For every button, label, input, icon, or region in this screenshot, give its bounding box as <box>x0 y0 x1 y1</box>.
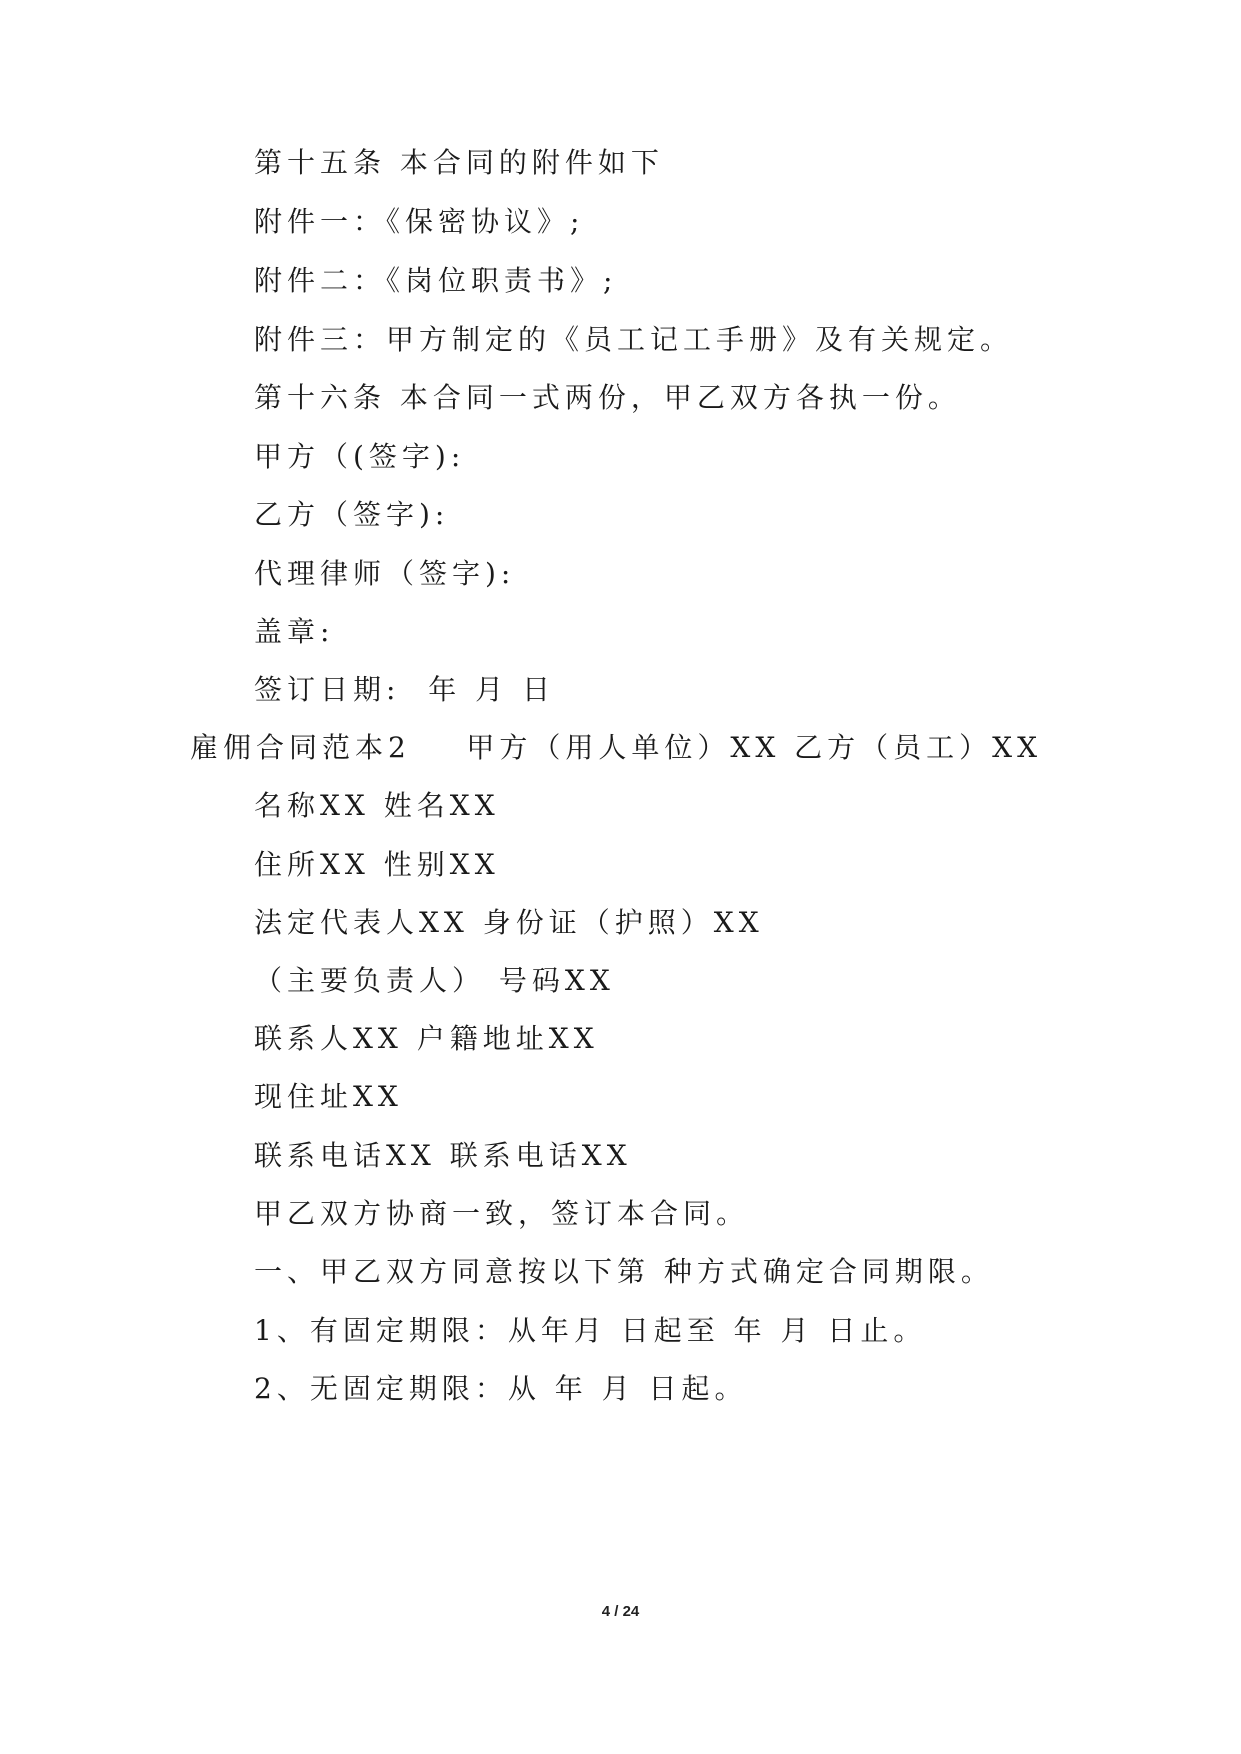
phone-line: 联系电话XX 联系电话XX <box>254 1139 632 1172</box>
attachment-2-line: 附件二：《岗位职责书》; <box>254 264 618 297</box>
name-line: 名称XX 姓名XX <box>254 789 500 822</box>
article-16-line: 第十六条 本合同一式两份，甲乙双方各执一份。 <box>254 381 961 414</box>
principal-number-line: （主要负责人） 号码XX <box>254 964 615 997</box>
current-address-line: 现住址XX <box>254 1080 403 1113</box>
fixed-term-line: 1、有固定期限：从年月 日起至 年 月 日止。 <box>254 1314 927 1347</box>
lawyer-signature-line: 代理律师（签字): <box>254 557 516 590</box>
party-b-signature-line: 乙方（签字): <box>254 498 450 531</box>
article-15-heading: 第十五条 本合同的附件如下 <box>254 146 664 179</box>
signing-date-line: 签订日期: 年 月 日 <box>254 673 556 706</box>
attachment-3-line: 附件三：甲方制定的《员工记工手册》及有关规定。 <box>254 323 1014 356</box>
address-gender-line: 住所XX 性别XX <box>254 848 500 881</box>
legal-rep-id-line: 法定代表人XX 身份证（护照）XX <box>254 906 764 939</box>
agreement-line: 甲乙双方协商一致，签订本合同。 <box>254 1197 750 1230</box>
contract-template-2-heading: 雇佣合同范本2 甲方（用人单位）XX 乙方（员工）XX <box>190 731 1043 764</box>
seal-line: 盖章: <box>254 615 335 648</box>
page-number: 4 / 24 <box>601 1603 640 1620</box>
contact-residence-line: 联系人XX 户籍地址XX <box>254 1022 599 1055</box>
attachment-1-line: 附件一：《保密协议》; <box>254 205 585 238</box>
term-clause-1: 一、甲乙双方同意按以下第 种方式确定合同期限。 <box>254 1255 994 1288</box>
party-a-signature-line: 甲方（(签字): <box>254 440 466 473</box>
open-term-line: 2、无固定期限：从 年 月 日起。 <box>254 1372 748 1405</box>
